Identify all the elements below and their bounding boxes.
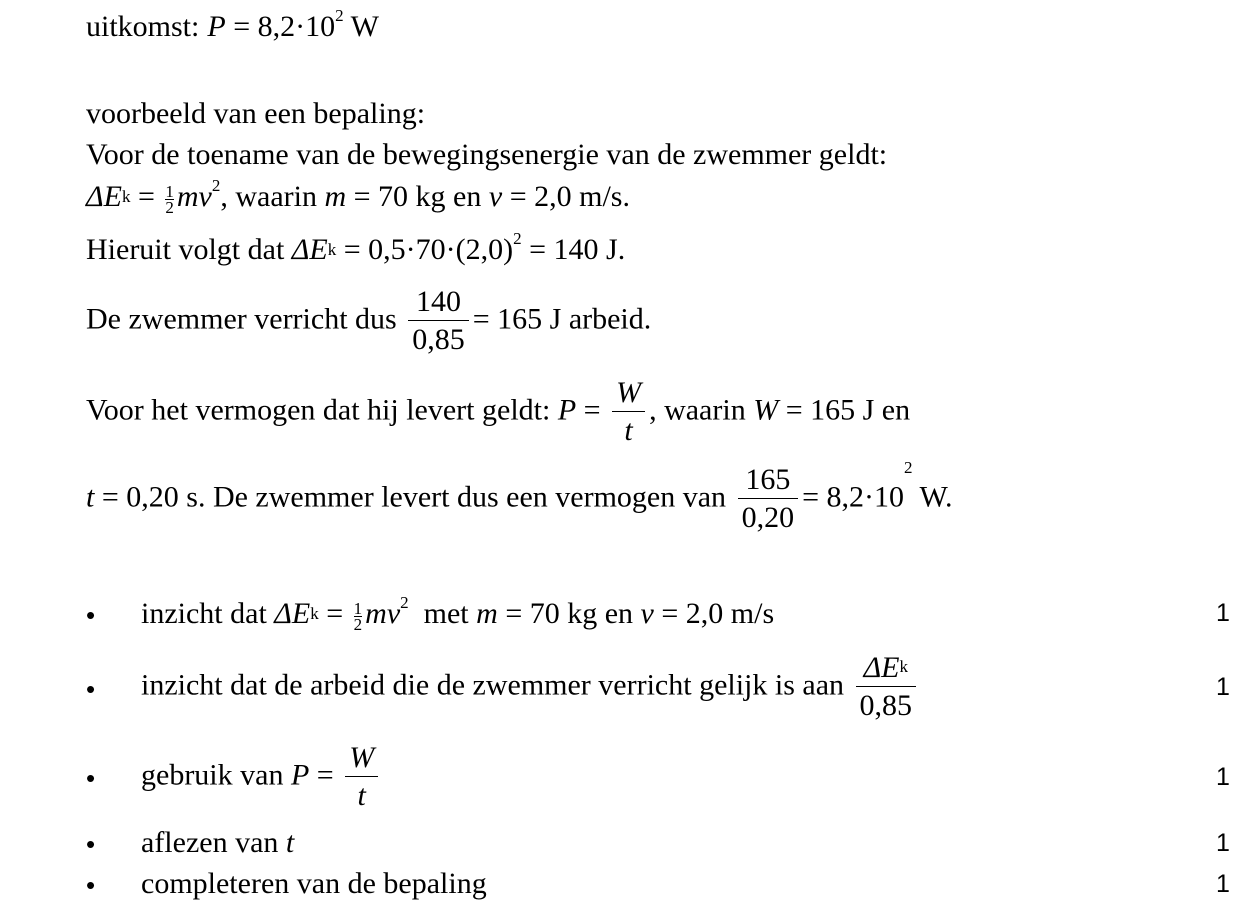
sub-k: k [327, 240, 337, 259]
waarin-text: , waarin [220, 180, 325, 213]
line5-text: Voor het vermogen dat hij levert geldt: [86, 393, 558, 427]
line4-text: De zwemmer verricht dus [86, 302, 405, 336]
score-1: 1 [1216, 599, 1230, 627]
sub-k: k [121, 187, 131, 206]
t-symbol: t [285, 826, 295, 859]
exp-2: 2 [903, 458, 913, 477]
sub-k: k [899, 657, 909, 676]
v-value: = 2,0 m/s [653, 597, 775, 630]
criterion-5: completeren van de bepaling [141, 867, 487, 900]
met-text: met [408, 597, 477, 630]
criterion-1 [141, 593, 775, 634]
half-num: 1 [165, 181, 174, 201]
criterion-3 [141, 740, 382, 815]
unit-w: W. [912, 480, 953, 514]
equals: = [130, 180, 163, 213]
bullet-1: • [86, 600, 96, 630]
waarin-text: , waarin [649, 393, 754, 427]
criterion-2-text: inzicht dat de arbeid die de zwemmer verricht gelijk is aan [141, 668, 852, 702]
delta-ek: ΔE [291, 233, 328, 266]
bullet-2: • [86, 674, 96, 704]
score-5: 1 [1216, 870, 1230, 898]
v-symbol: v [640, 597, 654, 630]
frac-den: 0,85 [408, 320, 469, 359]
uitkomst-line [86, 6, 379, 44]
power-symbol: P [207, 10, 226, 43]
equals: = [318, 597, 351, 630]
line-5 [86, 375, 910, 450]
frac-num [856, 650, 917, 686]
line6-result: = 8,2·10 [802, 480, 904, 514]
line4-result: = 165 J arbeid. [472, 302, 652, 336]
power-symbol: P [557, 393, 577, 427]
frac-num: 165 [745, 463, 791, 496]
half-den: 2 [353, 614, 363, 634]
half-fraction [353, 598, 363, 634]
line-2 [86, 176, 630, 217]
exp-2: 2 [211, 176, 221, 195]
frac-den: 0,20 [738, 498, 799, 537]
fraction-dek-085 [856, 650, 917, 725]
line3-calc: = 0,5·70·(2,0) [336, 233, 514, 266]
mv-term: mv [176, 180, 212, 213]
line-1: Voor de toename van de bewegingsenergie van de zwemmer geldt: [86, 138, 888, 171]
score-4: 1 [1216, 829, 1230, 857]
m-value: = 70 kg en [346, 180, 489, 213]
criterion-1-text: inzicht dat [141, 597, 275, 630]
mv-term: mv [365, 597, 401, 630]
half-den: 2 [165, 197, 174, 217]
v-symbol: v [488, 180, 503, 213]
criterion-4-text: aflezen van [141, 826, 286, 859]
w-value: = 165 J en [778, 393, 911, 427]
uitkomst-exponent: 2 [335, 6, 344, 25]
line6-text: = 0,20 s. De zwemmer levert dus een vermogen van [94, 480, 734, 514]
criterion-3-text: gebruik van [141, 758, 291, 792]
criterion-4 [141, 826, 294, 860]
half-num: 1 [353, 598, 363, 618]
exp-2: 2 [513, 229, 522, 248]
frac-den: t [612, 411, 645, 450]
half-fraction [165, 181, 174, 217]
bullet-3: • [86, 763, 96, 793]
exp-2: 2 [400, 593, 409, 612]
bullet-5: • [86, 870, 96, 900]
m-symbol: m [476, 597, 498, 630]
delta-ek: ΔE [86, 180, 122, 213]
t-symbol: t [86, 480, 95, 514]
equals: = [576, 393, 609, 427]
uitkomst-unit: W [343, 10, 379, 43]
fraction-165-020 [738, 462, 799, 537]
uitkomst-value: = 8,2·10 [225, 10, 336, 43]
line-4 [86, 284, 651, 359]
m-symbol: m [324, 180, 347, 213]
delta-ek: ΔE [274, 597, 311, 630]
voorbeeld-heading: voorbeeld van een bepaling: [86, 97, 426, 130]
uitkomst-label: uitkomst: [86, 10, 200, 43]
delta-ek: ΔE [863, 651, 900, 684]
sub-k: k [310, 604, 319, 623]
fraction-140-085 [408, 284, 469, 359]
m-value: = 70 kg en [497, 597, 641, 630]
power-symbol: P [290, 758, 310, 792]
bullet-4: • [86, 829, 96, 859]
equals: = [309, 758, 342, 792]
w-symbol: W [753, 393, 779, 427]
line-6 [86, 458, 953, 537]
score-2: 1 [1216, 673, 1230, 701]
line3-text: Hieruit volgt dat [86, 233, 292, 266]
frac-num: W [616, 376, 642, 409]
fraction-w-t [612, 375, 645, 450]
line3-result: = 140 J. [521, 233, 626, 266]
line-3 [86, 229, 626, 267]
frac-num: W [349, 741, 375, 774]
v-value: = 2,0 m/s. [502, 180, 630, 213]
frac-den: t [345, 776, 378, 815]
frac-den: 0,85 [856, 686, 917, 725]
frac-num: 140 [415, 285, 461, 318]
score-3: 1 [1216, 763, 1230, 791]
fraction-w-t [345, 740, 378, 815]
criterion-2 [141, 650, 920, 725]
